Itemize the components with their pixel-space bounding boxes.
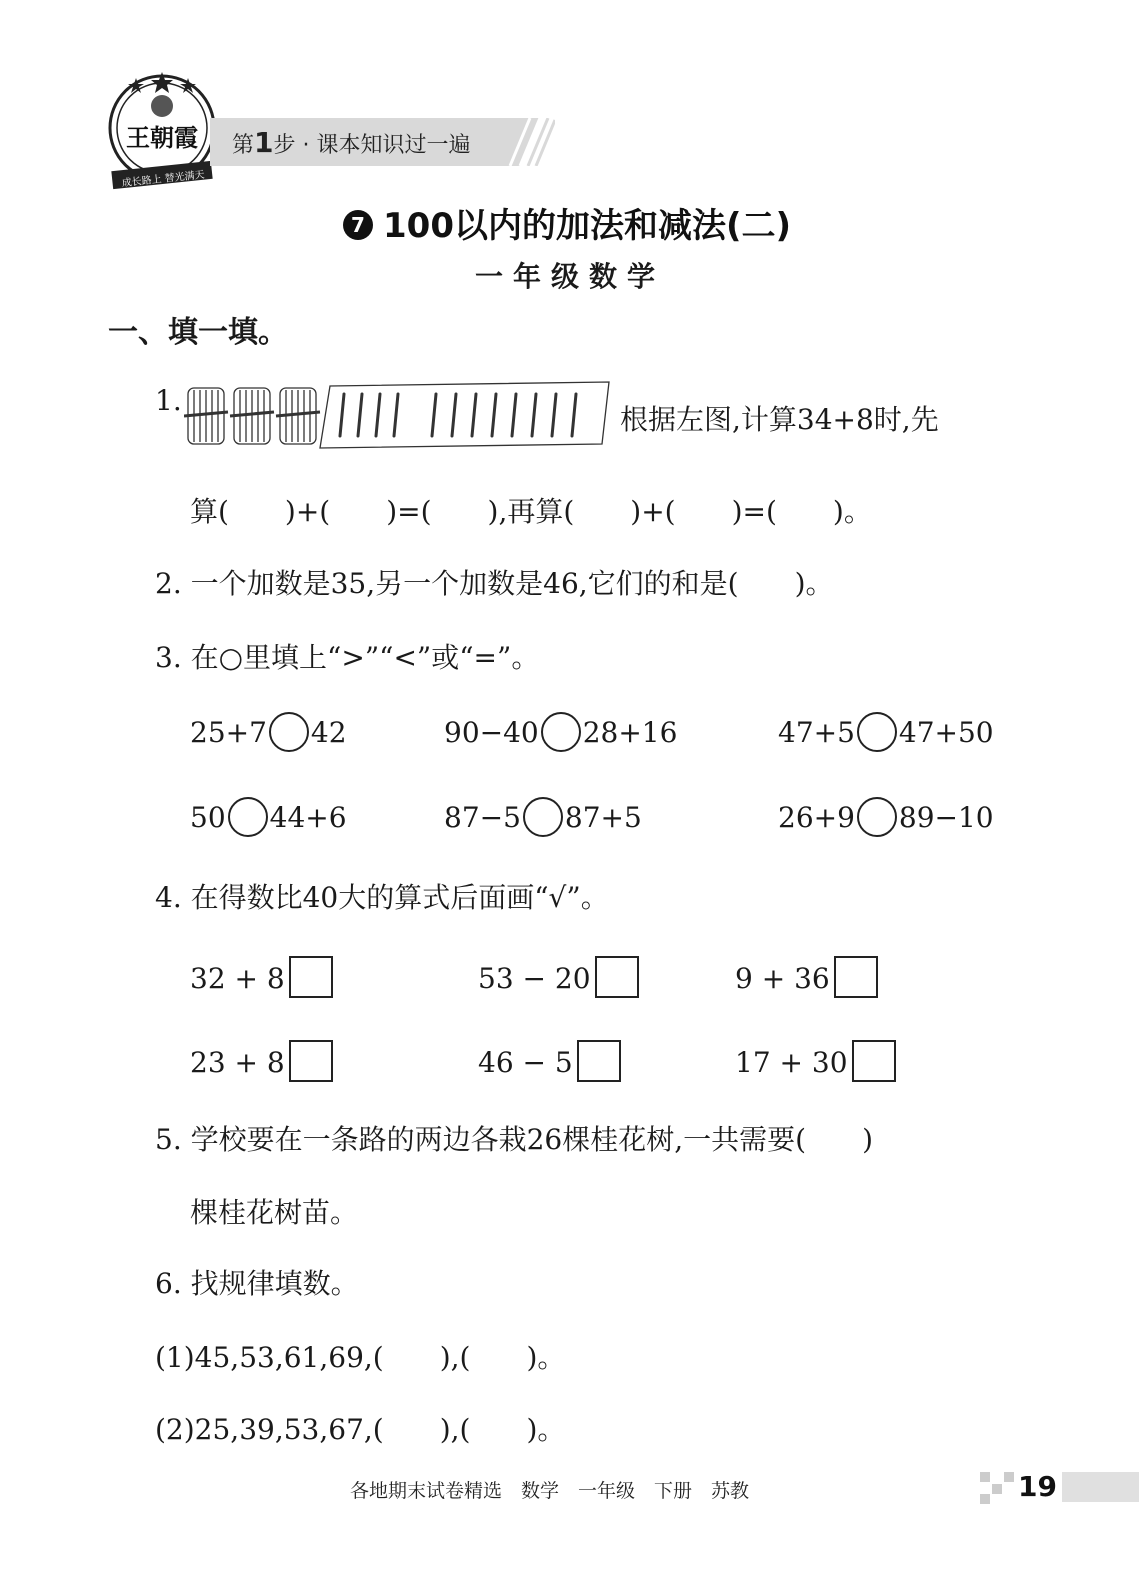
footer-text: 各地期末试卷精选 数学 一年级 下册 苏教 [350, 1480, 750, 1502]
section-title: 一、填一填。 [108, 315, 288, 350]
q3-item-5: 87−5 87+5 [444, 797, 642, 837]
compare-circle[interactable] [857, 712, 897, 752]
q5-line1: 5. 学校要在一条路的两边各栽26棵桂花树,一共需要( ) [155, 1123, 873, 1156]
q4-item-4: 23 + 8 [190, 1040, 333, 1082]
q3-text: 3. 在○里填上“>”“<”或“=”。 [155, 641, 540, 674]
check-box[interactable] [852, 1040, 896, 1082]
check-box[interactable] [289, 956, 333, 998]
q3-item-1: 25+7 42 [190, 712, 347, 752]
chapter-title [343, 198, 863, 248]
page-number: 19 [1018, 1470, 1057, 1503]
q4-item-2: 53 − 20 [478, 956, 639, 998]
check-box[interactable] [289, 1040, 333, 1082]
q3-item-4: 50 44+6 [190, 797, 347, 837]
chapter-number-badge: 7 [343, 210, 373, 240]
q6-text: 6. 找规律填数。 [155, 1267, 359, 1300]
logo-text: 王朝霞 [126, 123, 198, 152]
q1-number: 1. [155, 384, 182, 417]
q3-item-2: 90−40 28+16 [444, 712, 677, 752]
compare-circle[interactable] [523, 797, 563, 837]
compare-circle[interactable] [269, 712, 309, 752]
compare-circle[interactable] [228, 797, 268, 837]
q3-item-6: 26+9 89−10 [778, 797, 994, 837]
counting-sticks-figure [184, 378, 614, 453]
check-box[interactable] [577, 1040, 621, 1082]
page-subtitle: 一年级数学 [474, 260, 665, 293]
check-box[interactable] [834, 956, 878, 998]
stick-bundle-3 [276, 388, 320, 444]
q4-text: 4. 在得数比40大的算式后面画“√”。 [155, 881, 609, 914]
q1-text: 根据左图,计算34+8时,先 [620, 403, 939, 436]
q2-text: 2. 一个加数是35,另一个加数是46,它们的和是( )。 [155, 567, 834, 600]
q1-line2: 算( )+( )=( ),再算( )+( )=( )。 [190, 495, 872, 528]
step-number: 1 [254, 126, 274, 159]
step-banner [210, 118, 555, 166]
q6-line1: (1)45,53,61,69,( ),( )。 [155, 1341, 566, 1374]
publisher-logo [104, 70, 220, 200]
q6-line2: (2)25,39,53,67,( ),( )。 [155, 1413, 566, 1446]
q4-item-1: 32 + 8 [190, 956, 333, 998]
step-label: 第1步 · 课本知识过一遍 [232, 126, 471, 159]
check-box[interactable] [595, 956, 639, 998]
page-dots-decoration [980, 1472, 1014, 1504]
compare-circle[interactable] [541, 712, 581, 752]
page-bar-decoration [1062, 1472, 1139, 1502]
chapter-title-text: 100以内的加法和减法(二) [383, 206, 792, 246]
q4-item-6: 17 + 30 [735, 1040, 896, 1082]
stick-bundle-1 [184, 388, 228, 444]
compare-circle[interactable] [857, 797, 897, 837]
q3-item-3: 47+5 47+50 [778, 712, 994, 752]
q5-line2: 棵桂花树苗。 [190, 1196, 359, 1229]
stick-bundle-2 [230, 388, 274, 444]
logo-ribbon-text: 成长路上 替光满天 [121, 169, 206, 190]
loose-sticks-tray [320, 382, 609, 448]
q4-item-3: 9 + 36 [735, 956, 878, 998]
q4-item-5: 46 − 5 [478, 1040, 621, 1082]
